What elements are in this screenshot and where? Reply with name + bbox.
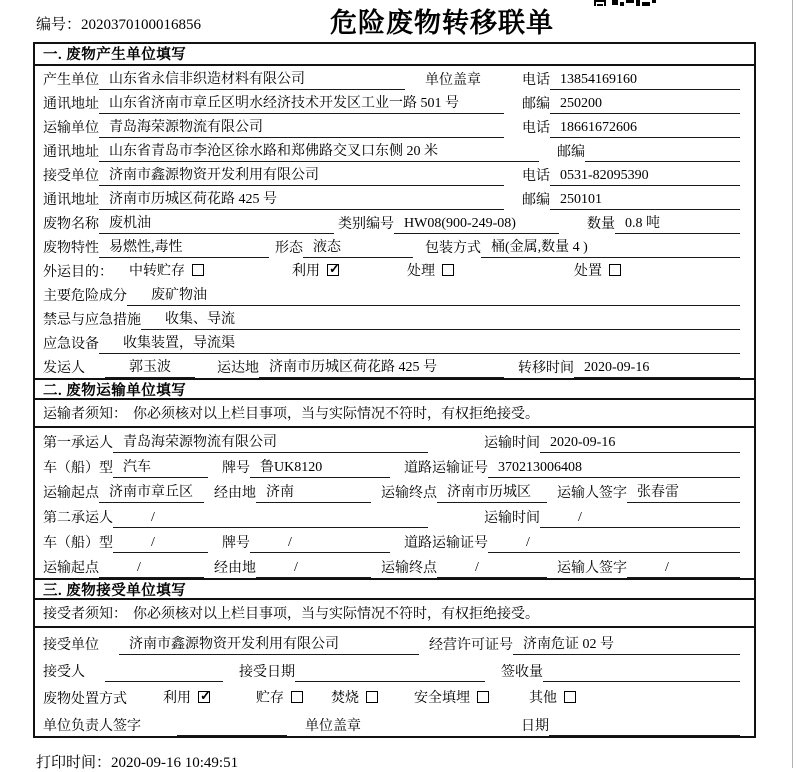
- vehicle-type-label: 车（船）型: [43, 461, 113, 476]
- section3-title: 三. 废物接受单位填写: [35, 578, 754, 600]
- origin-label: 运输起点: [43, 561, 99, 576]
- origin-label: 运输起点: [43, 486, 99, 501]
- address-label: 通讯地址: [43, 97, 99, 112]
- address-label: 通讯地址: [43, 145, 99, 160]
- category-field: HW08(900-249-08): [394, 216, 559, 234]
- date-field: [549, 719, 740, 736]
- via2-field: /: [256, 560, 371, 578]
- disposal-option-utilize: [163, 687, 210, 709]
- qr-code-icon: [594, 0, 656, 8]
- generator-unit-label: 产生单位: [43, 73, 99, 88]
- carrier-phone-field: 18661672606: [550, 120, 740, 138]
- print-time-label: 打印时间：: [36, 755, 112, 771]
- packaging-label: 包装方式: [425, 241, 481, 256]
- disposal-option-label: 安全填埋: [414, 691, 470, 706]
- acceptor-field: [105, 665, 223, 682]
- via-label: 经由地: [214, 561, 256, 576]
- purpose-option-utilize: [292, 260, 339, 282]
- signed-quantity-label: 签收量: [501, 665, 543, 680]
- quantity-field: 0.8 吨: [615, 212, 740, 234]
- carrier-notice-text: 你必须核对以上栏目事项，当与实际情况不符时，有权拒绝接受。: [133, 407, 539, 422]
- carrier-address-field: 山东省青岛市李沧区徐水路和郑佛路交叉口东侧 20 米: [99, 140, 539, 162]
- shipper-label: 发运人: [43, 361, 85, 376]
- terminus-label: 运输终点: [381, 561, 437, 576]
- origin2-field: /: [99, 560, 204, 578]
- transport-purpose-row: [35, 258, 754, 282]
- quantity-label: 数量: [587, 217, 615, 232]
- purpose-option-transfer-storage: [129, 260, 204, 282]
- via1-field: 济南: [256, 481, 371, 503]
- purpose-option-dispose: [574, 260, 621, 282]
- responsible-sign-field: [177, 719, 287, 736]
- first-carrier-field: 青岛海荣源物流有限公司: [113, 431, 428, 453]
- receiver-unit-field: 济南市鑫源物资开发利用有限公司: [99, 164, 504, 186]
- waste-trait-field: 易燃性,毒性: [99, 236, 269, 258]
- print-time: [36, 751, 238, 772]
- hazard-component-label: 主要危险成分: [43, 289, 127, 304]
- destination-label: 运达地: [217, 361, 259, 376]
- disposal-option-incinerate: [331, 687, 378, 709]
- emergency-equipment-field: 收集装置，导流渠: [99, 332, 740, 354]
- state-field: 液态: [303, 236, 413, 258]
- date-label: 日期: [521, 719, 549, 734]
- second-carrier-field: /: [113, 510, 428, 528]
- responsible-sign-label: 单位负责人签字: [43, 719, 141, 734]
- plate-label: 牌号: [222, 461, 250, 476]
- transport-time-label: 运输时间: [484, 511, 540, 526]
- doc-number: [36, 13, 201, 34]
- waste-name-row: [35, 210, 754, 234]
- purpose-option-label: 中转贮存: [129, 264, 185, 279]
- terminus2-field: /: [437, 560, 547, 578]
- phone-label: 电话: [522, 121, 550, 136]
- section2-title: 二. 废物运输单位填写: [35, 378, 754, 400]
- section1-title: 一. 废物产生单位填写: [35, 44, 754, 66]
- road-permit-label: 道路运输证号: [404, 461, 488, 476]
- transfer-time-label: 转移时间: [518, 361, 574, 376]
- second-carrier-row: [35, 503, 754, 528]
- purpose-option-treat: [407, 260, 454, 282]
- receiver-address-row: [35, 186, 754, 210]
- zip-label: 邮编: [522, 97, 550, 112]
- license-label: 经营许可证号: [429, 638, 513, 653]
- carrier-unit-label: 运输单位: [43, 121, 99, 136]
- disposal-option-other: [529, 687, 576, 709]
- phone-label: 电话: [522, 169, 550, 184]
- checkbox-icon: [564, 691, 576, 703]
- road-permit2-field: /: [488, 535, 740, 553]
- carrier-unit-row: [35, 114, 754, 138]
- license-field: 济南危证 02 号: [513, 633, 740, 655]
- disposal-option-label: 其他: [529, 691, 557, 706]
- waste-name-field: 废机油: [99, 212, 334, 234]
- accept-date-label: 接受日期: [239, 665, 295, 680]
- checkbox-icon: [477, 691, 489, 703]
- page-edge-divider: [792, 0, 793, 768]
- zip-label: 邮编: [557, 145, 585, 160]
- plate1-field: 鲁UK8120: [250, 456, 390, 478]
- zip-label: 邮编: [522, 193, 550, 208]
- carrier-notice-row: [35, 400, 754, 428]
- accept-date-field: [295, 665, 485, 682]
- generator-unit-field: 山东省永信非织造材料有限公司: [99, 68, 405, 90]
- doc-number-label: 编号：: [36, 17, 82, 33]
- disposal-option-label: 贮存: [256, 691, 284, 706]
- generator-address-field: 山东省济南市章丘区明水经济技术开发区工业一路 501 号: [99, 92, 504, 114]
- road-permit-label: 道路运输证号: [404, 536, 488, 551]
- disposal-method-label: 废物处置方式: [43, 692, 127, 707]
- carrier-notice-label: 运输者须知：: [43, 407, 127, 422]
- taboo-measures-field: 收集、导流: [141, 308, 740, 330]
- first-carrier-label: 第一承运人: [43, 436, 113, 451]
- generator-phone-field: 13854169160: [550, 72, 740, 90]
- waste-trait-row: [35, 234, 754, 258]
- checkbox-icon: [366, 691, 378, 703]
- carrier-unit-field: 青岛海荣源物流有限公司: [99, 116, 504, 138]
- first-carrier-row: [35, 428, 754, 453]
- transfer-manifest-form: [33, 42, 756, 738]
- signed-quantity-field: [543, 665, 740, 682]
- receiver-address-field: 济南市历城区荷花路 425 号: [99, 188, 504, 210]
- waste-name-label: 废物名称: [43, 217, 99, 232]
- disposal-method-row: [35, 682, 754, 709]
- taboo-measures-row: [35, 306, 754, 330]
- transporter-sign-label: 运输人签字: [557, 561, 627, 576]
- page-title: 危险废物转移联单: [330, 8, 554, 38]
- checkbox-icon: [442, 264, 454, 276]
- disposal-option-storage: [256, 687, 303, 709]
- purpose-option-label: 处置: [574, 264, 602, 279]
- document-header: [0, 0, 796, 42]
- transport-time1-field: 2020-09-16: [540, 435, 740, 453]
- second-carrier-label: 第二承运人: [43, 511, 113, 526]
- vehicle-type-label: 车（船）型: [43, 536, 113, 551]
- route2-row: [35, 553, 754, 578]
- vehicle-type2-field: /: [113, 535, 208, 553]
- accepting-unit-field: 济南市鑫源物资开发利用有限公司: [119, 633, 419, 655]
- transport-purpose-label: 外运目的：: [43, 265, 113, 280]
- generator-address-row: [35, 90, 754, 114]
- generator-unit-row: [35, 66, 754, 90]
- emergency-equipment-row: [35, 330, 754, 354]
- shipper-row: [35, 354, 754, 378]
- via-label: 经由地: [214, 486, 256, 501]
- acceptor-label: 接受人: [43, 665, 85, 680]
- phone-label: 电话: [522, 73, 550, 88]
- transport-time2-field: /: [540, 510, 740, 528]
- checkbox-checked-icon: [198, 691, 210, 703]
- vehicle2-row: [35, 528, 754, 553]
- vehicle-type1-field: 汽车: [113, 456, 208, 478]
- purpose-option-label: 处理: [407, 264, 435, 279]
- purpose-option-label: 利用: [292, 264, 320, 279]
- print-time-value: 2020-09-16 10:49:51: [111, 755, 239, 771]
- transport-time-label: 运输时间: [484, 436, 540, 451]
- shipper-field: 郭玉波: [105, 356, 195, 378]
- unit-seal-label: 单位盖章: [305, 719, 361, 734]
- receiver-phone-field: 0531-82095390: [550, 168, 740, 186]
- receiver-notice-row: [35, 600, 754, 628]
- checkbox-icon: [192, 264, 204, 276]
- category-label: 类别编号: [338, 217, 394, 232]
- state-label: 形态: [275, 241, 303, 256]
- plate2-field: /: [250, 535, 390, 553]
- generator-zip-field: 250200: [550, 96, 740, 114]
- disposal-option-landfill: [414, 687, 489, 709]
- taboo-measures-label: 禁忌与应急措施: [43, 313, 141, 328]
- hazard-component-row: [35, 282, 754, 306]
- accepting-unit-label: 接受单位: [43, 638, 99, 653]
- receiver-unit-label: 接受单位: [43, 169, 99, 184]
- hazard-component-field: 废矿物油: [127, 284, 740, 306]
- packaging-field: 桶(金属,数量 4 ): [481, 236, 740, 258]
- receiver-notice-text: 你必须核对以上栏目事项，当与实际情况不符时，有权拒绝接受。: [133, 607, 539, 622]
- transfer-time-field: 2020-09-16: [574, 360, 740, 378]
- checkbox-icon: [609, 264, 621, 276]
- road-permit1-field: 370213006408: [488, 460, 740, 478]
- disposal-option-label: 焚烧: [331, 691, 359, 706]
- terminus-label: 运输终点: [381, 486, 437, 501]
- accepting-unit-row: [35, 628, 754, 655]
- transporter-sign1-field: 张春雷: [627, 481, 740, 503]
- receiver-zip-field: 250101: [550, 192, 740, 210]
- address-label: 通讯地址: [43, 193, 99, 208]
- route1-row: [35, 478, 754, 503]
- carrier-address-row: [35, 138, 754, 162]
- destination-field: 济南市历城区荷花路 425 号: [259, 356, 504, 378]
- checkbox-icon: [291, 691, 303, 703]
- doc-number-value: 2020370100016856: [81, 17, 202, 33]
- plate-label: 牌号: [222, 536, 250, 551]
- waste-trait-label: 废物特性: [43, 241, 99, 256]
- transporter-sign-label: 运输人签字: [557, 486, 627, 501]
- vehicle1-row: [35, 453, 754, 478]
- receiver-unit-row: [35, 162, 754, 186]
- emergency-equipment-label: 应急设备: [43, 337, 99, 352]
- acceptor-row: [35, 655, 754, 682]
- disposal-option-label: 利用: [163, 691, 191, 706]
- carrier-zip-field: [585, 145, 740, 162]
- origin1-field: 济南市章丘区: [99, 481, 204, 503]
- responsible-sign-row: [35, 709, 754, 736]
- receiver-notice-label: 接受者须知：: [43, 607, 127, 622]
- terminus1-field: 济南市历城区: [437, 481, 547, 503]
- transporter-sign2-field: /: [627, 560, 740, 578]
- unit-seal-label: 单位盖章: [425, 73, 481, 88]
- checkbox-checked-icon: [327, 264, 339, 276]
